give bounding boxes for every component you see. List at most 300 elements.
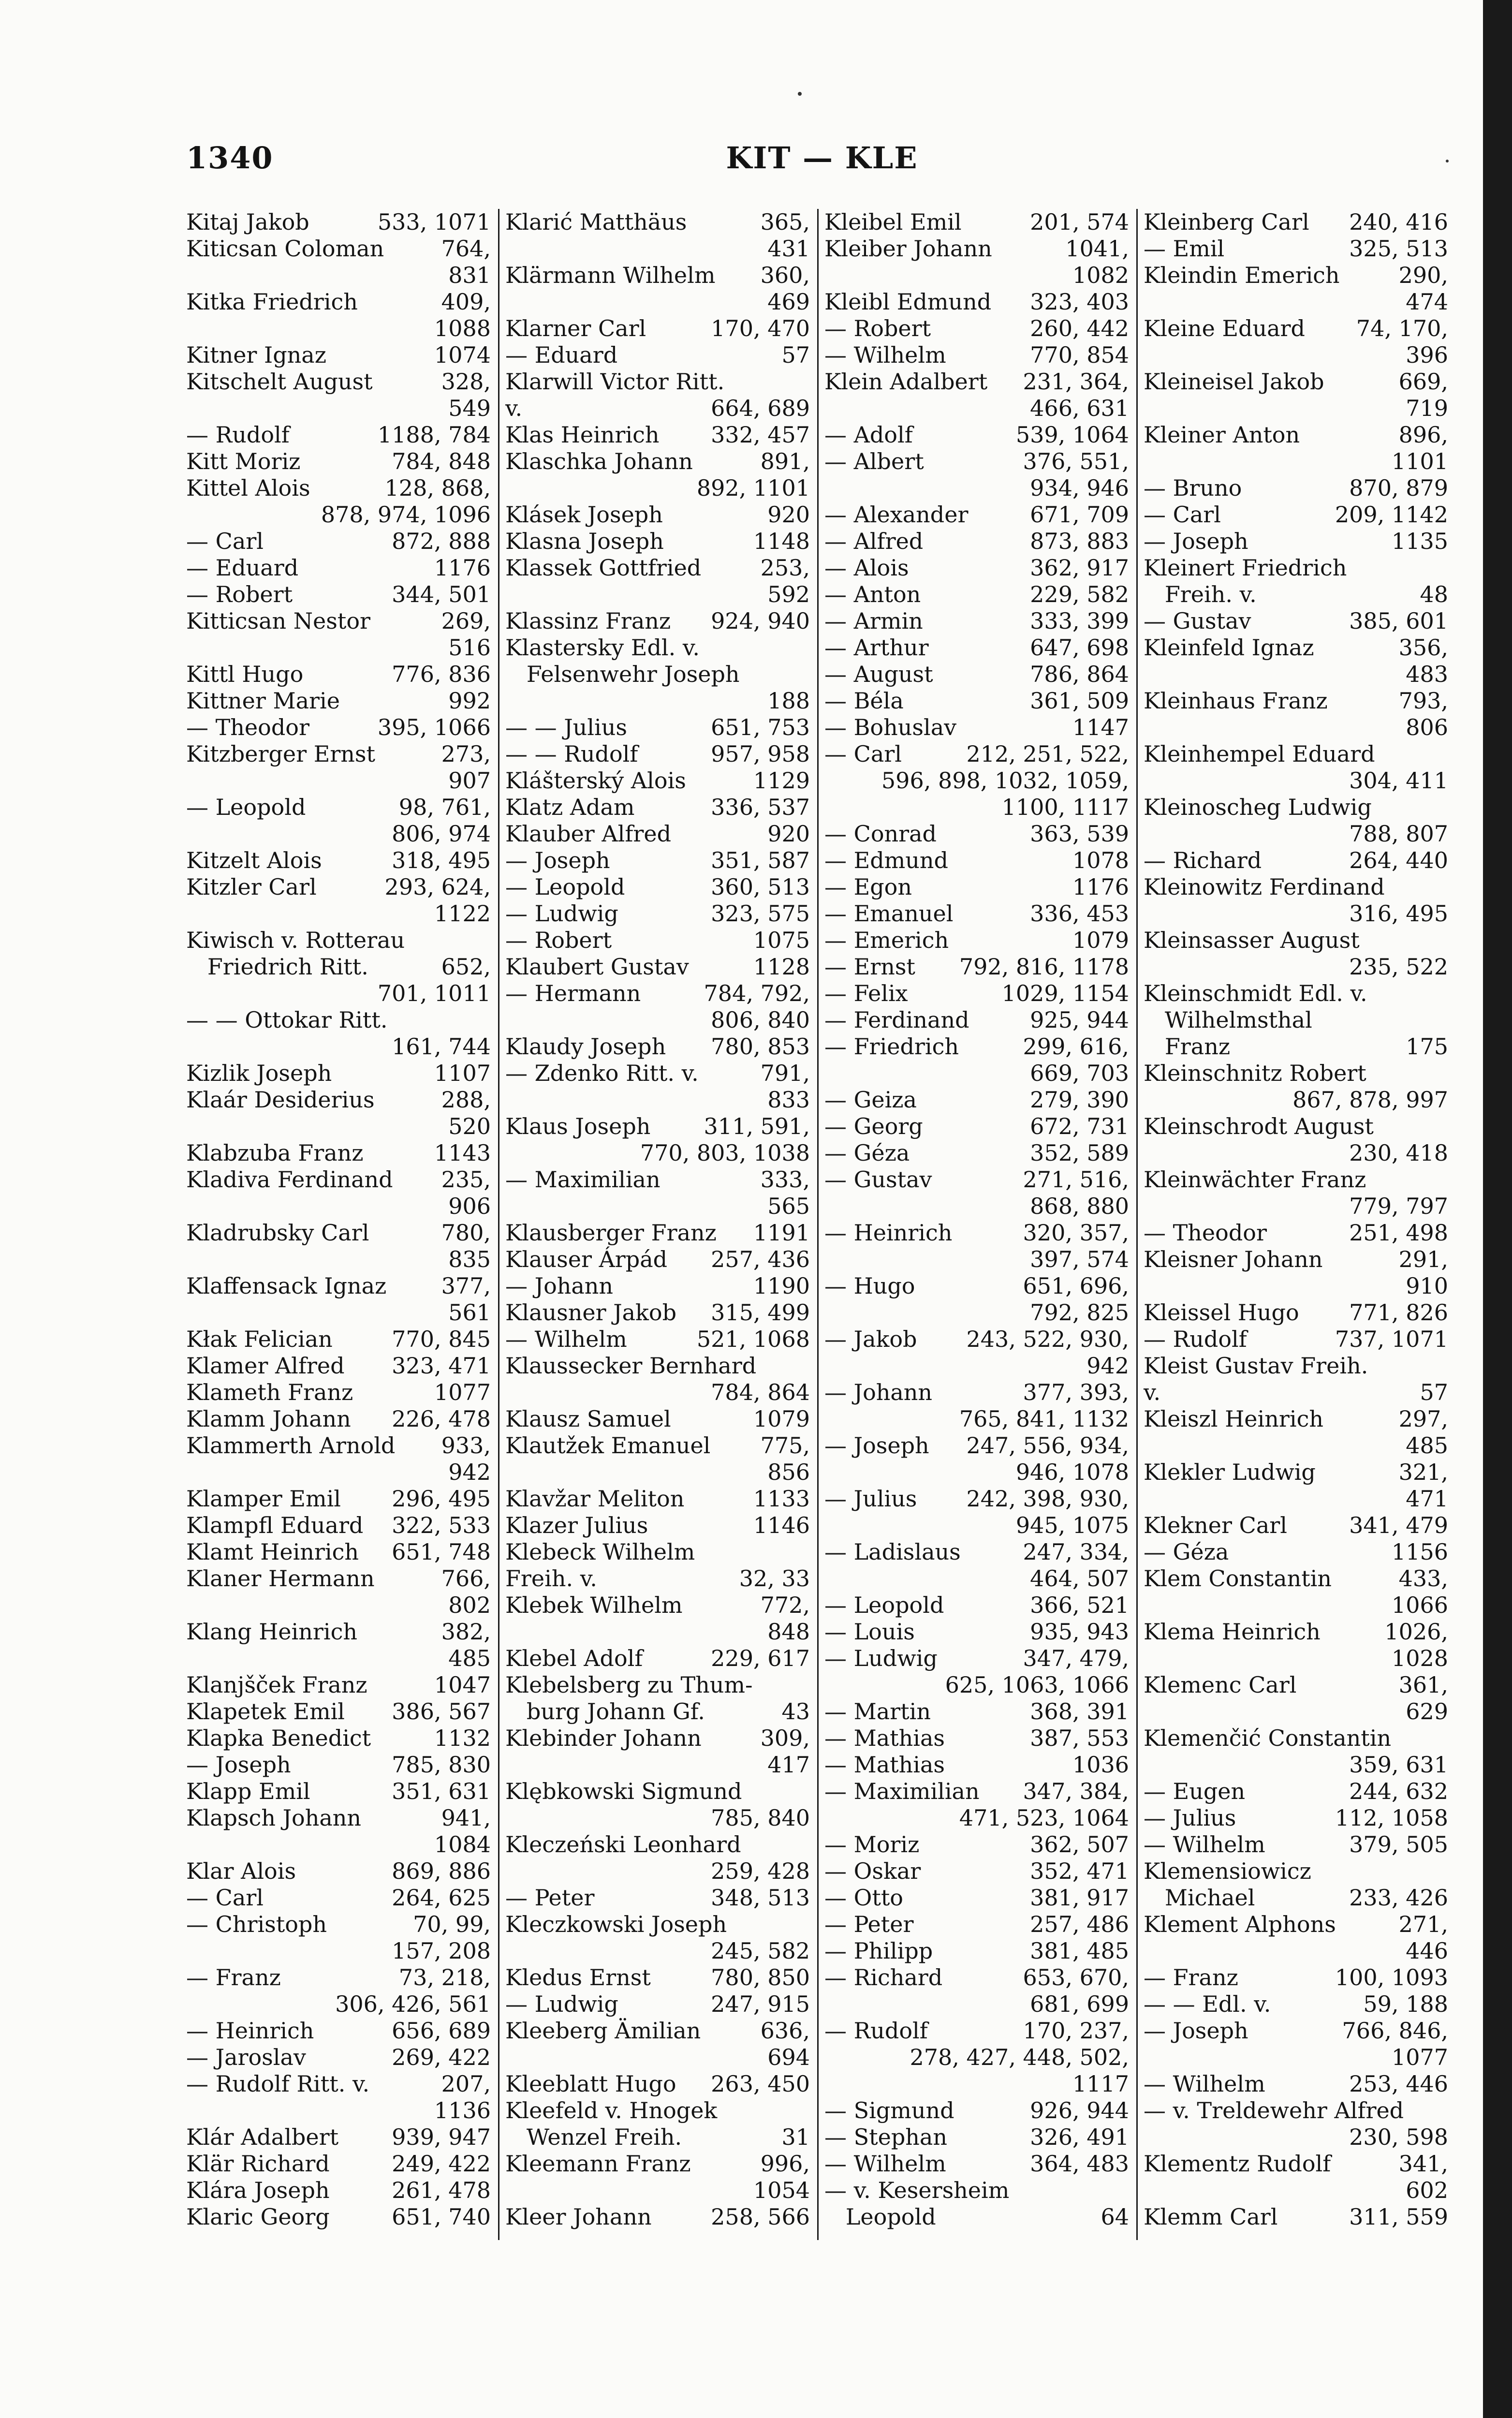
entry-pages: 379, 505 [1349, 1831, 1448, 1858]
entry-pages: 1156 [1391, 1539, 1448, 1565]
entry-name: — Wilhelm [824, 342, 946, 368]
entry-name: — Geiza [824, 1087, 917, 1113]
entry-name: Klas Heinrich [505, 422, 660, 448]
entry-pages: 652, [441, 954, 491, 980]
entry-pages-continued: 946, 1078 [1015, 1459, 1129, 1485]
index-entry [824, 2204, 1129, 2230]
entry-pages: 672, 731 [1030, 1113, 1129, 1139]
index-entry [186, 1911, 491, 1964]
entry-pages: 128, 868, [384, 475, 491, 501]
entry-name: Klasna Joseph [505, 528, 664, 554]
entry-pages: 992 [448, 688, 491, 714]
entry-name: — Joseph [1144, 2018, 1248, 2044]
entry-pages: 247, 915 [711, 1991, 810, 2017]
index-entry [824, 581, 1129, 608]
entry-name: Kladiva Ferdinand [186, 1166, 393, 1193]
index-entry [505, 1246, 810, 1273]
entry-pages-continued: 316, 495 [1349, 900, 1448, 927]
index-entry [186, 1353, 491, 1379]
entry-pages: 361, [1398, 1672, 1448, 1698]
entry-pages-continued: 520 [448, 1113, 491, 1139]
entry-pages: 170, 470 [711, 315, 810, 341]
entry-name: — Albert [824, 448, 924, 474]
column-divider [1136, 209, 1138, 2240]
entry-pages: 48 [1420, 581, 1448, 607]
entry-name: Klar Alois [186, 1858, 296, 1884]
entry-pages: 1026, [1384, 1619, 1448, 1645]
index-entry [824, 1752, 1129, 1778]
entry-pages: 1079 [753, 1406, 810, 1432]
entry-pages: 233, 426 [1349, 1885, 1448, 1911]
entry-name: — Armin [824, 608, 923, 634]
entry-name: Kittel Alois [186, 475, 310, 501]
entry-name: Klastersky Edl. v. [505, 634, 700, 661]
entry-name: Kłak Felician [186, 1326, 333, 1352]
index-entry [824, 741, 1129, 821]
entry-name: — Rudolf Ritt. v. [186, 2071, 370, 2097]
index-entry [505, 1486, 810, 1512]
index-entry [505, 1406, 810, 1432]
index-entry [186, 1885, 491, 1911]
index-entry [505, 1113, 810, 1166]
entry-pages: 293, 624, [384, 874, 491, 900]
entry-pages: 764, [441, 236, 491, 262]
index-entry [186, 209, 491, 236]
index-entry [186, 1858, 491, 1885]
entry-pages: 770, 854 [1030, 342, 1129, 368]
entry-pages: 326, 491 [1030, 2124, 1129, 2150]
entry-name: Klausberger Franz [505, 1220, 717, 1246]
index-entry [186, 581, 491, 608]
index-entry [186, 2044, 491, 2071]
entry-pages: 368, 391 [1030, 1698, 1129, 1725]
entry-pages-continued: 625, 1063, 1066 [945, 1672, 1129, 1698]
entry-name: Klärmann Wilhelm [505, 262, 716, 288]
index-entry [505, 2151, 810, 2204]
entry-pages-continued: 565 [767, 1193, 810, 1219]
index-entry [186, 528, 491, 555]
index-entry [1144, 1911, 1448, 1964]
entry-name: Klaussecker Bernhard [505, 1353, 757, 1379]
entry-name: — Sigmund [824, 2097, 954, 2123]
entry-pages: 780, 850 [711, 1964, 810, 1990]
index-entry [186, 1672, 491, 1698]
index-entry [824, 821, 1129, 847]
index-entry [505, 900, 810, 927]
entry-pages: 924, 940 [711, 608, 810, 634]
index-entry [505, 315, 810, 342]
entry-pages-continued: 245, 582 [711, 1938, 810, 1964]
entry-name: Kleinowitz Ferdinand [1144, 874, 1385, 900]
entry-pages: 957, 958 [711, 741, 810, 767]
entry-pages: 1047 [434, 1672, 491, 1698]
entry-pages: 935, 943 [1030, 1619, 1129, 1645]
entry-pages: 226, 478 [392, 1406, 491, 1432]
entry-pages-continued: 1054 [753, 2177, 810, 2203]
entry-pages: 780, [441, 1220, 491, 1246]
entry-pages: 669, [1398, 369, 1448, 395]
entry-name: Kitschelt August [186, 369, 373, 395]
entry-pages: 273, [441, 741, 491, 767]
index-entry [824, 1885, 1129, 1911]
entry-name: — Ludwig [824, 1645, 938, 1671]
index-entry [186, 714, 491, 741]
index-entry [186, 1087, 491, 1140]
entry-pages-continued: 235, 522 [1349, 954, 1448, 980]
index-entry [824, 847, 1129, 874]
entry-pages-continued: 431 [767, 236, 810, 262]
entry-name: Klameth Franz [186, 1379, 353, 1405]
entry-name: — Robert [824, 315, 931, 341]
entry-pages: 1079 [1072, 927, 1129, 953]
entry-name: Kleinschrodt August [1144, 1113, 1374, 1139]
entry-pages: 244, 632 [1349, 1778, 1448, 1804]
entry-name: — Franz [1144, 1964, 1238, 1990]
index-entry [1144, 1964, 1448, 1991]
entry-pages-continued: 942 [448, 1459, 491, 1485]
entry-pages: 366, 521 [1030, 1592, 1129, 1618]
entry-name: Kleinschnitz Robert [1144, 1060, 1366, 1086]
index-entry [1144, 1299, 1448, 1326]
index-entry [824, 2151, 1129, 2177]
entry-name: — Mathias [824, 1752, 945, 1778]
index-entry [186, 2204, 491, 2230]
entry-pages: 926, 944 [1030, 2097, 1129, 2123]
entry-pages: 315, 499 [711, 1299, 810, 1326]
entry-pages: 671, 709 [1030, 501, 1129, 528]
entry-pages: 775, [760, 1432, 810, 1459]
index-entry [824, 661, 1129, 688]
entry-name: — Zdenko Ritt. v. [505, 1060, 699, 1086]
entry-pages: 766, 846, [1342, 2018, 1448, 2044]
index-entry [824, 688, 1129, 714]
index-entry [1144, 475, 1448, 501]
entry-pages: 240, 416 [1349, 209, 1448, 235]
index-entry [824, 289, 1129, 315]
entry-name: Kittl Hugo [186, 661, 304, 687]
entry-pages: 247, 334, [1023, 1539, 1129, 1565]
entry-name: — — Ottokar Ritt. [186, 1007, 388, 1033]
entry-name: — Maximilian [505, 1166, 661, 1193]
entry-pages: 1190 [753, 1273, 810, 1299]
entry-pages: 1077 [434, 1379, 491, 1405]
entry-name: Klemenčić Constantin [1144, 1725, 1392, 1751]
index-entry [186, 1007, 491, 1060]
index-entry [505, 1326, 810, 1353]
entry-pages: 112, 1058 [1335, 1805, 1448, 1831]
index-entry [186, 2018, 491, 2044]
index-entry [505, 1778, 810, 1831]
index-entry [186, 954, 491, 1007]
scan-speck [798, 92, 802, 96]
index-entry [824, 2177, 1129, 2204]
entry-name: Klavžar Meliton [505, 1486, 685, 1512]
entry-name: Klára Joseph [186, 2177, 330, 2203]
index-entry [1144, 209, 1448, 236]
entry-pages: 253, [760, 555, 810, 581]
index-entry [824, 1113, 1129, 1140]
entry-pages: 651, 740 [392, 2204, 491, 2230]
entry-pages: 356, [1398, 634, 1448, 661]
entry-name: Wenzel Freih. [505, 2124, 682, 2150]
index-entry [1144, 1539, 1448, 1565]
entry-name: Kleczkowski Joseph [505, 1911, 727, 1937]
index-entry [505, 927, 810, 954]
entry-name: — Friedrich [824, 1033, 959, 1060]
index-entry [1144, 262, 1448, 315]
entry-pages: 784, 792, [704, 980, 810, 1006]
entry-name: — Edmund [824, 847, 948, 873]
index-entry [1144, 874, 1448, 927]
index-entry [505, 2204, 810, 2230]
entry-name: Klammerth Arnold [186, 1432, 396, 1459]
entry-name: — Moriz [824, 1831, 920, 1858]
entry-pages-continued: 681, 699 [1030, 1991, 1129, 2017]
entry-pages: 1133 [753, 1486, 810, 1512]
entry-pages: 318, 495 [392, 847, 491, 873]
entry-name: — Julius [1144, 1805, 1236, 1831]
index-entry [1144, 1060, 1448, 1113]
entry-name: Kitzelt Alois [186, 847, 322, 873]
index-entry [186, 1805, 491, 1858]
index-entry [824, 236, 1129, 289]
entry-name: Wilhelmsthal [1144, 1007, 1312, 1033]
entry-name: Klekler Ludwig [1144, 1459, 1316, 1485]
entry-name: — Géza [824, 1140, 910, 1166]
entry-name: Kitaj Jakob [186, 209, 309, 235]
entry-pages: 385, 601 [1349, 608, 1448, 634]
entry-pages: 336, 537 [711, 794, 810, 820]
entry-name: — Joseph [505, 847, 610, 873]
index-entry [505, 980, 810, 1033]
index-entry [186, 1432, 491, 1486]
index-entry [1144, 980, 1448, 1007]
index-entry [186, 847, 491, 874]
entry-pages: 59, 188 [1363, 1991, 1448, 2017]
index-entry [186, 2124, 491, 2151]
entry-pages: 381, 485 [1030, 1938, 1129, 1964]
entry-name: Klamt Heinrich [186, 1539, 359, 1565]
entry-pages: 299, 616, [1023, 1033, 1129, 1060]
entry-name: — Julius [824, 1486, 917, 1512]
entry-pages: 344, 501 [392, 581, 491, 607]
index-entry [824, 1273, 1129, 1326]
entry-name: — Gustav [1144, 608, 1251, 634]
entry-pages: 257, 436 [711, 1246, 810, 1272]
entry-name: — Adolf [824, 422, 913, 448]
index-entry [1144, 688, 1448, 741]
entry-name: Klapka Benedict [186, 1725, 371, 1751]
entry-name: — Stephan [824, 2124, 947, 2150]
index-entry [505, 1033, 810, 1060]
entry-name: — v. Kesersheim [824, 2177, 1010, 2203]
entry-pages: 352, 589 [1030, 1140, 1129, 1166]
entry-name: Franz [1144, 1033, 1231, 1060]
entry-pages: 229, 582 [1030, 581, 1129, 607]
index-entry [1144, 927, 1448, 980]
entry-name: Kledus Ernst [505, 1964, 651, 1990]
entry-pages-continued: 471 [1406, 1486, 1448, 1512]
entry-name: — v. Treldewehr Alfred [1144, 2097, 1404, 2123]
entry-pages: 377, [441, 1273, 491, 1299]
entry-pages-continued: 868, 880 [1030, 1193, 1129, 1219]
entry-name: — Gustav [824, 1166, 932, 1193]
entry-pages: 1075 [753, 927, 810, 953]
index-entry [505, 209, 810, 262]
column-divider [498, 209, 499, 2240]
entry-name: — Rudolf [824, 2018, 928, 2044]
index-entry [505, 1645, 810, 1672]
index-entry [1144, 1220, 1448, 1246]
entry-pages-continued: 1084 [434, 1831, 491, 1858]
entry-pages: 395, 1066 [377, 714, 491, 740]
entry-name: Klaudy Joseph [505, 1033, 666, 1060]
entry-name: — Géza [1144, 1539, 1229, 1565]
entry-pages: 1147 [1072, 714, 1129, 740]
index-entry [824, 1087, 1129, 1113]
index-entry [505, 1273, 810, 1299]
entry-name: Kitzberger Ernst [186, 741, 376, 767]
entry-pages-continued: 397, 574 [1030, 1246, 1129, 1272]
entry-pages: 386, 567 [392, 1698, 491, 1725]
index-entry [824, 2124, 1129, 2151]
entry-pages: 409, [441, 289, 491, 315]
index-entry [186, 927, 491, 954]
index-entry [824, 634, 1129, 661]
entry-pages: 533, 1071 [377, 209, 491, 235]
entry-name: Klamm Johann [186, 1406, 351, 1432]
index-entry [505, 661, 810, 714]
entry-pages: 311, 559 [1349, 2204, 1448, 2230]
index-entry [186, 1778, 491, 1805]
entry-name: — Wilhelm [824, 2151, 946, 2177]
entry-pages: 920 [767, 821, 810, 847]
entry-pages: 271, [1398, 1911, 1448, 1937]
index-columns [186, 209, 1458, 2240]
entry-name: — — Edl. v. [1144, 1991, 1271, 2017]
entry-pages: 1146 [753, 1512, 810, 1538]
index-entry [824, 422, 1129, 448]
entry-pages: 363, 539 [1030, 821, 1129, 847]
entry-name: — Robert [186, 581, 293, 607]
entry-name: Kleindin Emerich [1144, 262, 1340, 288]
index-entry [824, 1858, 1129, 1885]
entry-name: Klemensiowicz [1144, 1858, 1311, 1884]
entry-name: Klem Constantin [1144, 1565, 1332, 1592]
index-entry [505, 1220, 810, 1246]
entry-pages-continued: 1117 [1072, 2071, 1129, 2097]
entry-name: Klamper Emil [186, 1486, 341, 1512]
entry-name: Klaubert Gustav [505, 954, 689, 980]
entry-pages-continued: 694 [767, 2044, 810, 2070]
entry-pages: 776, 836 [392, 661, 491, 687]
entry-pages: 939, 947 [392, 2124, 491, 2150]
index-column-2 [505, 209, 810, 2240]
entry-name: — Robert [505, 927, 612, 953]
index-entry [505, 2018, 810, 2071]
entry-name: — Béla [824, 688, 904, 714]
index-entry [824, 874, 1129, 900]
entry-pages: 323, 575 [711, 900, 810, 927]
index-entry [505, 2071, 810, 2097]
entry-name: Kleeberg Ämilian [505, 2018, 701, 2044]
entry-pages-continued: 629 [1406, 1698, 1448, 1725]
entry-pages-continued: 1088 [434, 315, 491, 341]
entry-name: — Joseph [186, 1752, 291, 1778]
entry-pages-continued: 1101 [1391, 448, 1448, 474]
entry-pages-continued: 306, 426, 561 [335, 1991, 491, 2017]
index-entry [186, 1539, 491, 1565]
index-entry [824, 528, 1129, 555]
index-entry [824, 1619, 1129, 1645]
entry-name: — Johann [824, 1379, 933, 1405]
index-entry [1144, 422, 1448, 475]
index-entry [186, 661, 491, 688]
entry-name: Kleinhaus Franz [1144, 688, 1328, 714]
entry-pages: 772, [760, 1592, 810, 1618]
entry-pages: 1132 [434, 1725, 491, 1751]
entry-name: Klášterský Alois [505, 767, 686, 794]
index-entry [505, 1885, 810, 1911]
index-entry [824, 954, 1129, 980]
entry-name: Freih. v. [505, 1565, 597, 1592]
entry-pages: 1036 [1072, 1752, 1129, 1778]
scan-speck [1446, 160, 1449, 162]
entry-pages-continued: 784, 864 [711, 1379, 810, 1405]
entry-pages: 647, 698 [1030, 634, 1129, 661]
entry-name: — Ladislaus [824, 1539, 961, 1565]
index-entry [824, 1539, 1129, 1592]
index-entry [505, 369, 810, 395]
entry-name: — Alfred [824, 528, 924, 554]
entry-name: Klebeck Wilhelm [505, 1539, 695, 1565]
index-entry [505, 342, 810, 369]
index-entry [1144, 1885, 1448, 1911]
entry-name: — Hugo [824, 1273, 915, 1299]
index-entry [824, 1140, 1129, 1166]
index-entry [1144, 1113, 1448, 1166]
entry-pages-continued: 592 [767, 581, 810, 607]
index-entry [186, 1060, 491, 1087]
entry-name: Kleiszl Heinrich [1144, 1406, 1323, 1432]
entry-pages: 43 [781, 1698, 810, 1725]
entry-pages-continued: 669, 703 [1030, 1060, 1129, 1086]
entry-name: Kittner Marie [186, 688, 340, 714]
entry-pages-continued: 910 [1406, 1273, 1448, 1299]
entry-name: Klásek Joseph [505, 501, 663, 528]
entry-name: — Martin [824, 1698, 931, 1725]
entry-pages: 1176 [434, 555, 491, 581]
entry-pages: 896, [1398, 422, 1448, 448]
entry-pages: 933, [441, 1432, 491, 1459]
entry-name: — Eduard [505, 342, 618, 368]
entry-name: — Theodor [186, 714, 309, 740]
entry-name: Kleemann Franz [505, 2151, 691, 2177]
entry-pages: 1078 [1072, 847, 1129, 873]
entry-name: Kiwisch v. Rotterau [186, 927, 405, 953]
index-entry [186, 1964, 491, 2018]
entry-pages: 263, 450 [711, 2071, 810, 2097]
index-entry [824, 1698, 1129, 1725]
entry-pages: 175 [1406, 1033, 1448, 1060]
index-entry [505, 874, 810, 900]
entry-name: Klemenc Carl [1144, 1672, 1297, 1698]
index-entry [1144, 1353, 1448, 1379]
entry-pages: 869, 886 [392, 1858, 491, 1884]
entry-name: Kleine Eduard [1144, 315, 1305, 341]
entry-pages: 242, 398, 930, [966, 1486, 1129, 1512]
index-entry [186, 1406, 491, 1432]
